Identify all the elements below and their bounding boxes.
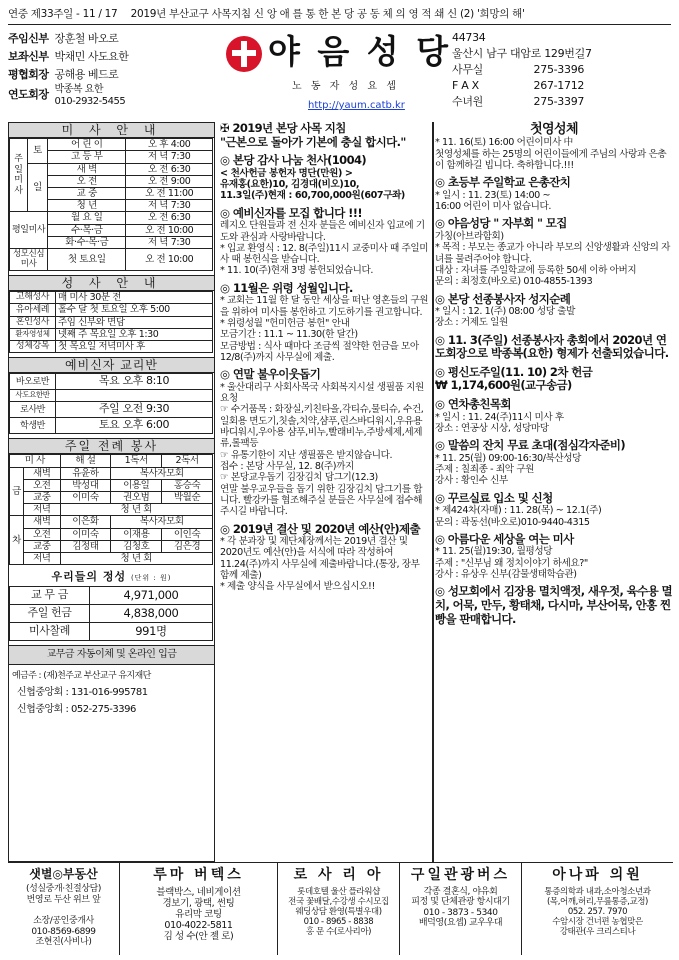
column-divider <box>432 122 434 862</box>
duty-section-title: 주일 전례 봉사 <box>9 438 214 454</box>
notice-item: ◎ 2019년 결산 및 2020년 예산(안)제출 * 각 분과장 및 제단체장께서는 2019년 결산 및 2020년도 예산(안)을 서식에 따라 작성하여 11.24(주)까지 사무실에 제출바랍니다.(통장, 장부 함께 제출) * 제출 양식을 사무실에서 받으십시오!! <box>220 521 421 593</box>
notice-item: ◎ 꾸르실료 입소 및 신청 * 제424차(자매) : 11. 28(목) ~ 12.1(주) 문의 : 곽동선(바오로)010-9440-4315 <box>435 490 602 528</box>
sacrament-table: 고해성사 매 미사 30분 전 유아세례 홀수 달 첫 토요일 오후 5:00 혼인성사 주임 신부와 면담 환자영성체 넷째 주 목요일 오후 1:30 성체강복 첫 목요일 저녁미사 후 <box>9 291 213 353</box>
ad-card: 루마 버텍스 블랙박스, 네비게이션 경보기, 광택, 썬팅 유리막 코팅 010-4022-5811 김 성 수(안 젤 로) <box>120 863 278 955</box>
bank-title: 교무금 자동이체 및 온라인 입금 <box>9 645 214 665</box>
notice-item: ◎ 야음성당 " 자부회 " 모집 가칭(아브라함회) * 목적 : 부모는 종교가 아니라 부모의 신앙생활과 신앙의 자녀를 물려주어야 합니다. 대상 : 자녀를 주일학교에 등록한 50세 이하 아버지 문의 : 최정호(바오로) 010-4855-1393 <box>435 216 671 288</box>
notice-item: ◎ 본당 감사 나눔 천사(1004) < 천사헌금 봉헌자 명단(만원) > 유재홍(요한)10, 김경대(비오)10, 11.3일(주)현재 : 60,700,000원(607구좌) <box>220 153 405 202</box>
contact-table: 44734 울산시 남구 대암로 129번길7 사무실 275-3396 F A X 267-1712 수녀원 275-3397 <box>452 30 592 108</box>
advertisement-strip <box>8 862 673 954</box>
sacrament-section-title: 성 사 안 내 <box>9 275 214 291</box>
notice-item: ◎ 11. 3(주일) 선종봉사자 총회에서 2020년 연도회장으로 박종복(요한) 형제가 선출되었습니다. <box>435 332 669 361</box>
leader-row: 평협회장 공해용 베드로 <box>8 67 119 81</box>
notice-item: ◎ 연말 불우이웃돕기 * 울산대리구 사회사목국 사회복지시설 생필품 지원 요청 ☞ 수거품목 : 화장실,키친타올,각티슈,물티슈, 수건,일회용 면도기,칫솔,치약,샴푸,린스바디워시,우유용 바디워시,우아용 샴푸,비누,빨래비누,주방세제,세제류,롤팩등 ☞ 유통기한이 지난 생필품은 받지않습니다. 접수 : 본당 사무실, 12. 8(주)까지 ☞ 본당교우돕기 김장김치 담그기(12.3) 연말 불우교우들을 돕기 위한 김장김치 담그기를 합니다. 빨강카를 협조해주실 분들은 사무실에 접수해 주시길 바랍니다. <box>220 367 424 518</box>
mass-table: 주일미사 토 어 린 이 오 후 4:00 고 등 부 저 녁 7:30 일 새 벽 오 전 6:30 오 전 오 전 9:00 교 중 오 전 11:00 청 년 저 녁 7:30 평일미사 월 요 일 오 전 6:30 수·목·금 오 전 10:00 화·수·목·금 저 녁 7:30 성모신심미사 첫 토요일 오 전 10:00 <box>9 138 213 271</box>
leader-table <box>8 30 128 108</box>
catechumen-table: 바오로반 목요 오후 8:10 사도요한반 로사반 주일 오전 9:30 학생반 토요 오후 6:00 <box>9 373 213 434</box>
left-column <box>8 122 215 862</box>
ad-card: 구일관광버스 각종 결혼식, 야유회 피정 및 단체관광 항시대기 010 - 3873 - 5340 배덕영(요셉) 교우우대 <box>400 863 522 955</box>
notice-item: ◎ 평신도주일(11. 10) 2차 헌금 ₩ 1,174,600원(교구송금) <box>435 364 593 393</box>
notice-item: 첫영성체 * 11. 16(토) 16:00 어린이미사 中 첫영성체를 하는 25명의 어린이들에게 주님의 사랑과 은총이 함께하길 빕니다. 축하합니다.!!! <box>435 122 667 171</box>
duty-table: 미 사 해 설 1독서 2독서 금 새벽 유윤하 복사자모회 오전 박성대 이용일 홍승숙 교중 이미숙 권오범 박월순 저녁 청 년 회 차 새벽 이은화 복사자모회 오전 이미숙 이재용 이인숙 교중 김정태 김청호 김은경 저녁 청 년 회 <box>9 454 213 565</box>
notice-item: ◎ 연차총친목회 * 일시 : 11. 24(주)11시 미사 후 장소 : 연공상 시상, 성당마당 <box>435 397 564 434</box>
parish-logo <box>222 28 462 124</box>
cross-emblem-icon <box>224 34 264 74</box>
parish-url[interactable]: http://yaum.catb.kr <box>308 100 405 111</box>
right-column <box>435 122 673 862</box>
bank-holder: 예금주 : (재)천주교 부산교구 유지재단 <box>12 671 151 682</box>
notice-item: ◎ 말씀의 잔치 무료 초대(점심각자준비) * 11. 25(월) 09:00-16:30/북산성당 주제 : 칠죄종 - 죄악 구원 강사 : 황인수 신부 <box>435 438 625 487</box>
middle-column <box>220 122 430 862</box>
notice-item: ◎ 성모회에서 김장용 멸치액젓, 새우젓, 육수용 멸치, 어묵, 만두, 황태채, 다시마, 부산어묵, 안홍 찐빵을 판매합니다. <box>435 584 673 626</box>
offering-table: 교 무 금 4,971,000 주일 헌금 4,838,000 미사찰례 991명 <box>9 586 213 641</box>
notice-item: ◎ 아름다운 세상을 여는 미사 * 11. 25(월)19:30, 월평성당 주제 : "신부님 왜 정치이야기 하세요?" 강사 : 유상우 신부(감물생태학습관) <box>435 531 588 581</box>
ad-card: 샛별◎부동산 (성실중개·친절상담) 번영로 두산 위브 앞 소장/공인중개사 010-8569-6899 조현진(사비나) <box>8 863 120 955</box>
leader-row: 연도회장 박종복 요한 010-2932-5455 <box>8 84 126 107</box>
parish-subtitle: 노 동 자 성 요 셉 <box>292 81 399 92</box>
top-banner: 연중 제33주일 - 11 / 17 2019년 부산교구 사목지침 신 앙 애 를 통 한 본 당 공 동 체 의 영 적 쇄 신 (2) '희망의 해' <box>8 3 671 25</box>
offering-title: 우리들의 정성 (단위 : 원) <box>51 570 172 584</box>
notice-item: ◎ 본당 선종봉사자 성지순례 * 일시 : 12. 1(주) 08:00 성당 출발 장소 : 거제도 일원 <box>435 291 575 329</box>
ad-card: 로 사 리 아 롯데호텔 울산 플라워샵 전국 꽃배달,수강생 수시모집 웨딩상담 환영(특별우대) 010 - 8965 - 8838 홍 문 수(로사리아) <box>278 863 400 955</box>
leader-row: 보좌신부 박채민 사도요한 <box>8 49 129 63</box>
parish-name: 야 음 성 당 <box>268 32 451 71</box>
bank-account: 신협중앙회 : 131-016-995781 <box>17 686 148 698</box>
catechumen-section-title: 예비신자 교리반 <box>9 357 214 373</box>
notice-item: ◎ 예비신자를 모집 합니다 !!! 레지오 단원들과 전 신자 분들은 예비신자 입교에 기도와 관심과 사랑바랍니다. * 입교 환영식 : 12. 8(주일)11시 교중미사 때 주일미사 때 봉헌식을 받습니다. * 11. 10(주)현재 3명 봉헌되었습니다. <box>220 205 429 277</box>
leader-row: 주임신부 장훈철 바오로 <box>8 31 119 45</box>
ad-card: 아나파 의원 통증의학과 내과,소아청소년과 (목,어깨,허리,무릎통증,교정) 052. 257. 7970 수암시장 건너편 농협맞은 강태관(우 크리스티나 <box>544 867 651 937</box>
bank-account: 신협중앙회 : 052-275-3396 <box>17 704 136 716</box>
notice-item: ◎ 11월은 위령 성월입니다. * 교회는 11월 한 달 동안 세상을 떠난 영혼들의 구원을 위하여 미사를 봉헌하고 기도하기를 권고합니다. * 위령성월 "헌미헌금 봉헌" 안내 모금기간 : 11.1 ~ 11.30(한 달간) 모금방법 : 식사 때마다 조금씩 절약한 헌금을 모아 12/8(주)까지 사무실에 제출. <box>220 280 429 363</box>
mass-section-title: 미 사 안 내 <box>9 123 214 138</box>
notice-item: ✠ 2019년 본당 사목 지침 "근본으로 돌아가 기본에 충실 합시다." <box>220 121 406 149</box>
notice-item: ◎ 초등부 주일학교 은총잔치 * 일시 : 11. 23(토) 14:00 ~ 16:00 어린이 미사 없습니다. <box>435 175 571 213</box>
